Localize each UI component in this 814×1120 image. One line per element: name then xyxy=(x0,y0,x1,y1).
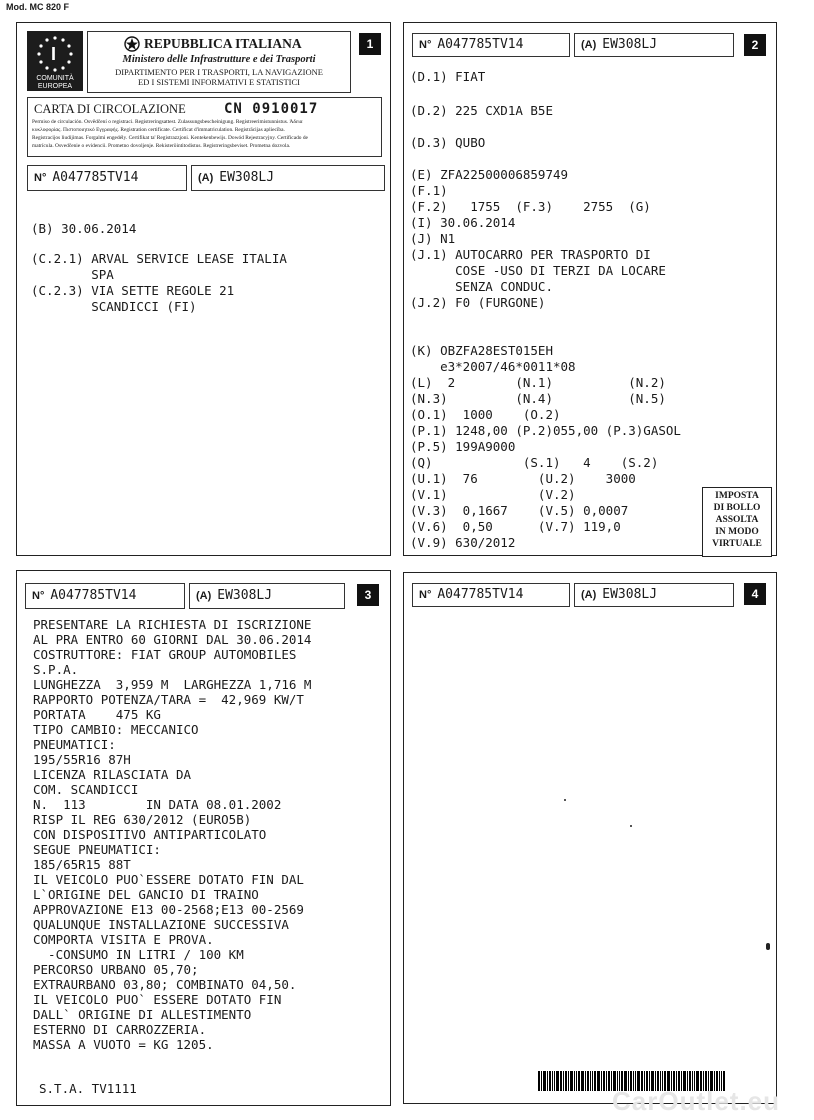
field-line: (J.1) AUTOCARRO PER TRASPORTO DI xyxy=(410,247,651,262)
note-line: CON DISPOSITIVO ANTIPARTICOLATO xyxy=(33,827,267,842)
flag-country-letter: I xyxy=(51,44,57,64)
field-line: SENZA CONDUC. xyxy=(410,279,553,294)
note-line: COM. SCANDICCI xyxy=(33,782,139,797)
card-title-block xyxy=(27,97,382,157)
panel-2 xyxy=(403,22,777,556)
flag-text-1: COMUNITÀ xyxy=(36,75,74,82)
plate-box xyxy=(574,33,734,57)
field-line: (N.3) (N.4) (N.5) xyxy=(410,391,666,406)
stamp-duty-line-5: VIRTUALE xyxy=(712,539,762,549)
field-line: (D.2) 225 CXD1A B5E xyxy=(410,103,553,118)
card-translations-2: κυκλοφορίας. Πιστοποιητικό Εγγραφής. Registration certificate. Certificat d'immatriculation. Registrācijas apliecība. xyxy=(32,127,285,133)
note-line: 185/65R15 88T xyxy=(33,857,131,872)
department-line-1: DIPARTIMENTO PER I TRASPORTI, LA NAVIGAZIONE xyxy=(115,67,323,77)
plate-label: (A) xyxy=(198,172,214,184)
field-line: (V.1) (V.2) xyxy=(410,487,576,502)
note-line: QUALUNQUE INSTALLAZIONE SUCCESSIVA xyxy=(33,917,289,932)
note-line: N. 113 IN DATA 08.01.2002 xyxy=(33,797,282,812)
plate-label: (A) xyxy=(581,39,597,51)
note-line: TIPO CAMBIO: MECCANICO xyxy=(33,722,199,737)
panel-3 xyxy=(16,570,391,1106)
card-title: CARTA DI CIRCOLAZIONE xyxy=(34,102,186,116)
stamp-duty-line-1: IMPOSTA xyxy=(715,491,759,501)
plate-value: EW308LJ xyxy=(219,170,275,185)
card-number: CN 0910017 xyxy=(224,101,319,117)
plate-box xyxy=(189,583,345,609)
field-line: (I) 30.06.2014 xyxy=(410,215,516,230)
plate-box xyxy=(191,165,385,191)
note-line: EXTRAURBANO 03,80; COMBINATO 04,50. xyxy=(33,977,297,992)
doc-number-label: N° xyxy=(419,39,432,51)
field-line: (L) 2 (N.1) (N.2) xyxy=(410,375,666,390)
stamp-duty-line-2: DI BOLLO xyxy=(713,503,761,513)
doc-number-value: A047785TV14 xyxy=(437,587,524,602)
ministry-name: Ministero delle Infrastrutture e dei Trasporti xyxy=(122,54,316,65)
doc-number-value: A047785TV14 xyxy=(437,37,524,52)
scan-speck xyxy=(766,943,770,950)
field-line: (J) N1 xyxy=(410,231,456,246)
note-line: RISP IL REG 630/2012 (EURO5B) xyxy=(33,812,252,827)
plate-value: EW308LJ xyxy=(217,588,273,603)
stamp-duty-box xyxy=(702,487,772,557)
note-line: L`ORIGINE DEL GANCIO DI TRAINO xyxy=(33,887,259,902)
note-line: RAPPORTO POTENZA/TARA = 42,969 KW/T xyxy=(33,692,304,707)
field-line: (U.1) 76 (U.2) 3000 xyxy=(410,471,636,486)
field-line: (J.2) F0 (FURGONE) xyxy=(410,295,546,310)
note-line: IL VEICOLO PUO`ESSERE DOTATO FIN DAL xyxy=(33,872,304,887)
panel-3-number: 3 xyxy=(357,584,379,606)
card-translations-4: matrícula. Osvedčenie o evidencii. Prometno dovoljenje. Rekisteröintitodistus. Registreringsbeviset. Prometna dozvola. xyxy=(32,143,291,149)
field-line: (P.5) 199A9000 xyxy=(410,439,516,454)
form-model-label: Mod. MC 820 F xyxy=(6,2,70,12)
field-line: (E) ZFA22500006859749 xyxy=(410,167,569,182)
note-line: LICENZA RILASCIATA DA xyxy=(33,767,192,782)
doc-number-box xyxy=(412,583,570,607)
republic-header xyxy=(87,31,351,93)
doc-number-label: N° xyxy=(32,590,45,602)
field-line: (P.1) 1248,00 (P.2)055,00 (P.3)GASOL xyxy=(410,423,681,438)
doc-number-box xyxy=(27,165,187,191)
owner-address-line-2: SCANDICCI (FI) xyxy=(31,299,197,314)
plate-label: (A) xyxy=(196,590,212,602)
note-line: S.P.A. xyxy=(33,662,79,677)
field-line: (V.9) 630/2012 xyxy=(410,535,516,550)
note-line: AL PRA ENTRO 60 GIORNI DAL 30.06.2014 xyxy=(33,632,312,647)
owner-name-line-2: SPA xyxy=(31,267,114,282)
note-line: -CONSUMO IN LITRI / 100 KM xyxy=(33,947,244,962)
panel-4 xyxy=(403,572,777,1104)
field-line: (O.1) 1000 (O.2) xyxy=(410,407,561,422)
field-line: (V.3) 0,1667 (V.5) 0,0007 xyxy=(410,503,629,518)
eu-flag-icon xyxy=(27,31,83,91)
stamp-duty-line-4: IN MODO xyxy=(715,527,759,537)
doc-number-box xyxy=(412,33,570,57)
field-line: (D.3) QUBO xyxy=(410,135,486,150)
note-line: PORTATA 475 KG xyxy=(33,707,161,722)
field-line: (F.2) 1755 (F.3) 2755 (G) xyxy=(410,199,651,214)
note-line: DALL` ORIGINE DI ALLESTIMENTO xyxy=(33,1007,252,1022)
scan-speck xyxy=(630,825,632,827)
note-line: PERCORSO URBANO 05,70; xyxy=(33,962,199,977)
scan-speck xyxy=(564,799,566,801)
stamp-duty-line-3: ASSOLTA xyxy=(715,515,759,525)
field-line: (Q) (S.1) 4 (S.2) xyxy=(410,455,659,470)
republic-title: REPUBBLICA ITALIANA xyxy=(144,36,302,51)
doc-number-label: N° xyxy=(419,589,432,601)
note-line: LUNGHEZZA 3,959 M LARGHEZZA 1,716 M xyxy=(33,677,312,692)
registration-date-line: (B) 30.06.2014 xyxy=(31,221,137,236)
emblem-icon xyxy=(124,36,140,52)
owner-address-line-1: (C.2.3) VIA SETTE REGOLE 21 xyxy=(31,283,235,298)
note-line: IL VEICOLO PUO` ESSERE DOTATO FIN xyxy=(33,992,282,1007)
flag-text-2: EUROPEA xyxy=(37,83,73,90)
plate-value: EW308LJ xyxy=(602,587,658,602)
doc-number-label: N° xyxy=(34,172,47,184)
field-line: COSE -USO DI TERZI DA LOCARE xyxy=(410,263,666,278)
watermark-logo: CarOutlet.eu xyxy=(612,1086,781,1116)
doc-number-value: A047785TV14 xyxy=(52,170,139,185)
note-line: PRESENTARE LA RICHIESTA DI ISCRIZIONE xyxy=(33,617,312,632)
panel-1-number: 1 xyxy=(359,33,381,55)
field-line: (K) OBZFA28EST015EH xyxy=(410,343,553,358)
note-line: COSTRUTTORE: FIAT GROUP AUTOMOBILES xyxy=(33,647,297,662)
field-line: (F.1) xyxy=(410,183,448,198)
field-line: (V.6) 0,50 (V.7) 119,0 xyxy=(410,519,621,534)
note-line: PNEUMATICI: xyxy=(33,737,116,752)
owner-name-line-1: (C.2.1) ARVAL SERVICE LEASE ITALIA xyxy=(31,251,287,266)
doc-number-box xyxy=(25,583,185,609)
sta-code: S.T.A. TV1111 xyxy=(39,1081,137,1096)
department-line-2: ED I SISTEMI INFORMATIVI E STATISTICI xyxy=(138,77,300,87)
card-translations-1: Permiso de circulación. Osvědčení o registraci. Registreringsattest. Zulassungsbescheinigung. Registreerimistunnistus. Άδεια xyxy=(32,119,303,125)
card-translations-3: Registracijos liudijimas. Forgalmi engedély. Certifikat ta' Registrazzjoni. Kentekenbewijs. Dowód Rejestracyjny. Certificado de xyxy=(32,135,308,141)
note-line: APPROVAZIONE E13 00-2568;E13 00-2569 xyxy=(33,902,304,917)
note-line: MASSA A VUOTO = KG 1205. xyxy=(33,1037,214,1052)
note-line: 195/55R16 87H xyxy=(33,752,131,767)
panel-4-number: 4 xyxy=(744,583,766,605)
note-line: ESTERNO DI CARROZZERIA. xyxy=(33,1022,207,1037)
note-line: COMPORTA VISITA E PROVA. xyxy=(33,932,214,947)
panel-1 xyxy=(16,22,391,556)
plate-label: (A) xyxy=(581,589,597,601)
panel-2-number: 2 xyxy=(744,34,766,56)
plate-box xyxy=(574,583,734,607)
doc-number-value: A047785TV14 xyxy=(50,588,137,603)
field-line: e3*2007/46*0011*08 xyxy=(410,359,576,374)
note-line: SEGUE PNEUMATICI: xyxy=(33,842,161,857)
plate-value: EW308LJ xyxy=(602,37,658,52)
field-line: (D.1) FIAT xyxy=(410,69,486,84)
